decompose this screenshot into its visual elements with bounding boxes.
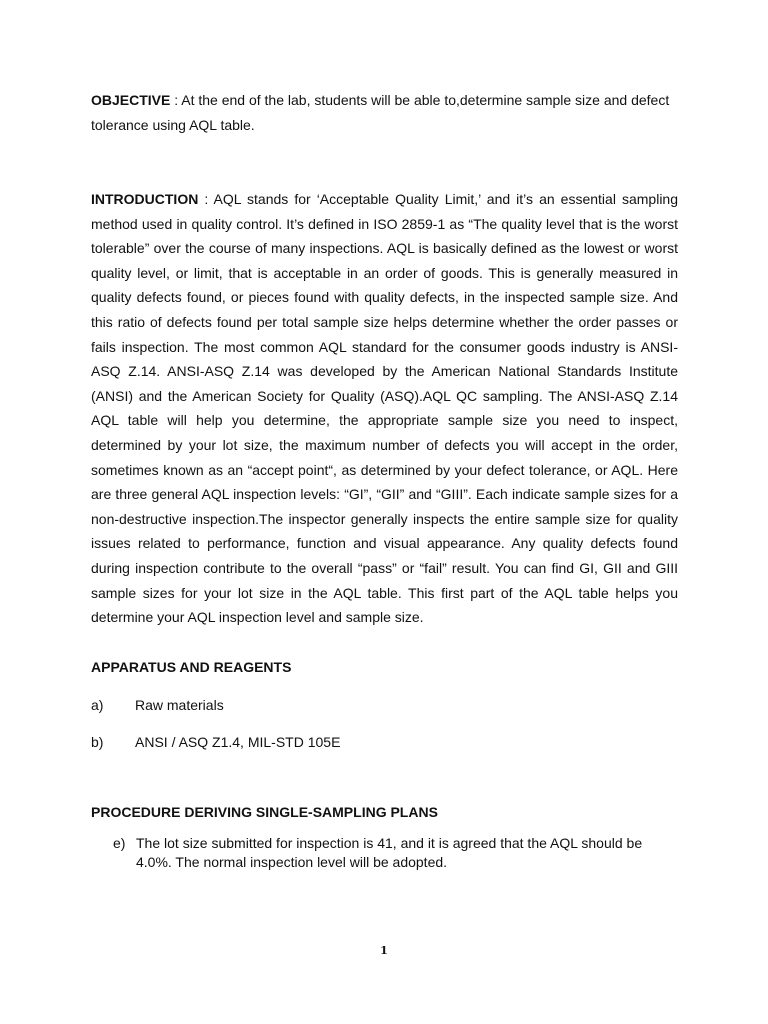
apparatus-heading: APPARATUS AND REAGENTS	[91, 659, 292, 675]
list-marker: b)	[91, 734, 104, 750]
list-item-text: ANSI / ASQ Z1.4, MIL-STD 105E	[135, 734, 341, 750]
introduction-paragraph	[91, 187, 678, 630]
introduction-label: INTRODUCTION	[91, 191, 199, 207]
procedure-marker: e)	[113, 835, 126, 851]
objective-text: : At the end of the lab, students will be able to,determine sample size and defect tolerance using AQL table.	[91, 92, 670, 133]
list-marker: a)	[91, 697, 104, 713]
procedure-heading: PROCEDURE DERIVING SINGLE-SAMPLING PLANS	[91, 804, 438, 820]
procedure-item-text: The lot size submitted for inspection is 41, and it is agreed that the AQL should be 4.0%. The normal inspection level will be adopted.	[136, 835, 643, 870]
objective-label: OBJECTIVE	[91, 92, 171, 108]
objective-paragraph	[91, 88, 678, 138]
list-item-text: Raw materials	[135, 697, 224, 713]
introduction-text: : AQL stands for ‘Acceptable Quality Limit,’ and it’s an essential sampling method used in quality control. It’s defined in ISO 2859-1 as “The quality level that is the worst tolerable” over the course of many inspections. AQL is basically defined as the lowest or worst quality level, or limit, that is acceptable in an order of goods. This is generally measured in quality defects found, or pieces found with quality defects, in the inspected sample size. And this ratio of defects found per total sample size helps determine whether the order passes or fails inspection. The most common AQL standard for the consumer goods industry is ANSI-ASQ Z.14. ANSI-ASQ Z.14 was developed by the American National Standards Institute (ANSI) and the American Society for Quality (ASQ).AQL QC sampling. The ANSI-ASQ Z.14 AQL table will help you determine, the appropriate sample size you need to inspect, determined by your lot size, the maximum number of defects you will accept in the order, sometimes known as an “accept point“, as determined by your defect tolerance, or AQL. Here are three general AQL inspection levels: “GI”, “GII” and “GIII”. Each indicate sample sizes for a non-destructive inspection.The inspector generally inspects the entire sample size for quality issues related to performance, function and visual appearance. Any quality defects found during inspection contribute to the overall “pass” or “fail” result. You can find GI, GII and GIII sample sizes for your lot size in the AQL table. This first part of the AQL table helps you determine your AQL inspection level and sample size.	[91, 191, 678, 626]
page-number: 1	[380, 944, 388, 957]
